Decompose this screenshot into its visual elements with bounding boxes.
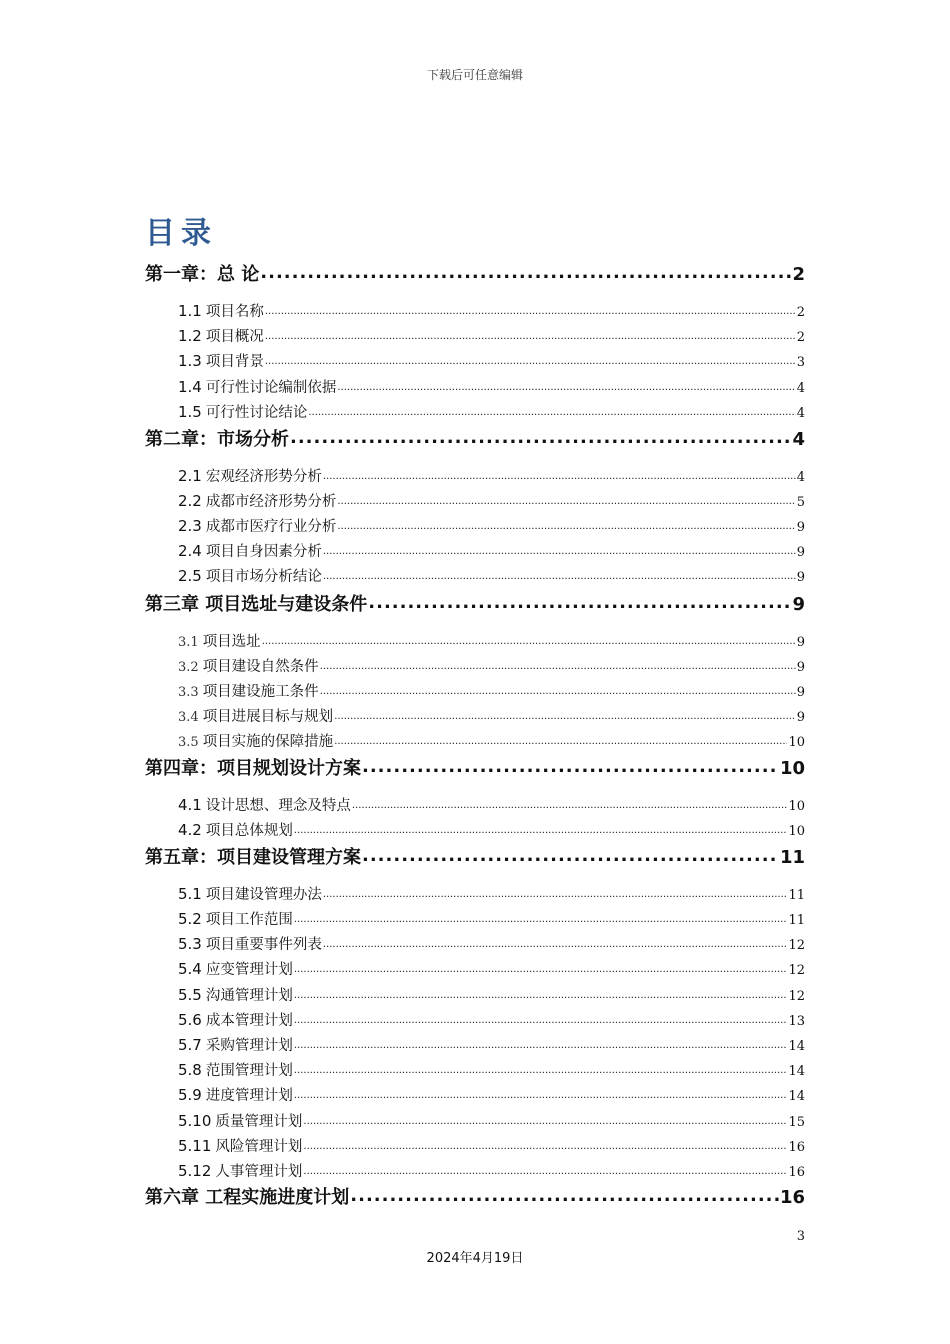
chapter-page: 10 — [779, 758, 805, 779]
toc-chapter-4[interactable] — [145, 754, 805, 780]
section-title: 项目实施的保障措施 — [202, 734, 334, 750]
dot-leader — [290, 427, 791, 448]
toc-section-3-4[interactable] — [178, 705, 805, 726]
section-title: 应变管理计划 — [205, 962, 293, 978]
toc-section-5-7[interactable] — [178, 1034, 805, 1055]
section-title: 沟通管理计划 — [205, 988, 293, 1004]
chapter-title: 第二章：市场分析 — [145, 429, 289, 450]
section-page: 16 — [788, 1140, 805, 1155]
section-number: 1.4 — [178, 378, 202, 396]
toc-section-4-2[interactable] — [178, 819, 805, 840]
section-number: 2.2 — [178, 492, 202, 510]
section-number: 5.8 — [178, 1061, 202, 1079]
section-number: 5.12 — [178, 1162, 212, 1180]
section-page: 11 — [788, 888, 805, 903]
dot-leader — [265, 356, 796, 367]
section-page: 10 — [788, 824, 805, 839]
section-title: 项目建设管理办法 — [205, 887, 322, 903]
dot-leader — [323, 546, 796, 557]
chapter-page: 11 — [779, 847, 805, 868]
dot-leader — [323, 471, 796, 482]
toc-section-5-9[interactable] — [178, 1084, 805, 1105]
section-page: 12 — [788, 989, 805, 1004]
chapter-page: 4 — [792, 429, 805, 450]
section-page: 13 — [788, 1014, 805, 1029]
section-number: 2.1 — [178, 467, 202, 485]
toc-section-3-1[interactable] — [178, 630, 805, 651]
section-page: 9 — [796, 570, 805, 585]
dot-leader — [323, 939, 788, 950]
section-number: 3.1 — [178, 635, 199, 650]
toc-section-5-5[interactable] — [178, 984, 805, 1005]
section-number: 5.7 — [178, 1036, 202, 1054]
toc-section-2-4[interactable] — [178, 540, 805, 561]
toc-section-5-12[interactable] — [178, 1160, 805, 1181]
dot-leader — [303, 1166, 787, 1177]
toc-chapter-3[interactable] — [145, 590, 805, 616]
toc-section-2-2[interactable] — [178, 490, 805, 511]
toc-section-2-3[interactable] — [178, 515, 805, 536]
toc-section-5-2[interactable] — [178, 908, 805, 929]
dot-leader — [362, 756, 779, 777]
toc-chapter-2[interactable] — [145, 425, 805, 451]
section-number: 2.5 — [178, 567, 202, 585]
dot-leader — [260, 262, 791, 283]
section-number: 4.1 — [178, 796, 202, 814]
section-title: 项目建设自然条件 — [202, 659, 319, 675]
section-number: 5.2 — [178, 910, 202, 928]
toc-section-5-3[interactable] — [178, 933, 805, 954]
section-title: 采购管理计划 — [205, 1038, 293, 1054]
toc-chapter-6[interactable] — [145, 1183, 805, 1209]
section-page: 12 — [788, 938, 805, 953]
dot-leader — [294, 1040, 788, 1051]
section-page: 14 — [788, 1064, 805, 1079]
section-number: 5.1 — [178, 885, 202, 903]
dot-leader — [294, 914, 788, 925]
section-number: 3.2 — [178, 660, 199, 675]
section-title: 项目工作范围 — [205, 912, 293, 928]
page-header: 下载后可任意编辑 — [426, 68, 523, 82]
dot-leader — [262, 636, 796, 647]
toc-section-3-5[interactable] — [178, 730, 805, 751]
footer-date: 2024年4月19日 — [426, 1251, 524, 1266]
chapter-page: 16 — [779, 1187, 805, 1208]
section-title: 范围管理计划 — [205, 1063, 293, 1079]
dot-leader — [320, 686, 796, 697]
section-title: 项目背景 — [205, 354, 264, 370]
section-page: 10 — [788, 799, 805, 814]
section-number: 4.2 — [178, 821, 202, 839]
dot-leader — [323, 571, 796, 582]
section-page: 12 — [788, 963, 805, 978]
page-number: 3 — [796, 1229, 805, 1244]
toc-section-5-6[interactable] — [178, 1009, 805, 1030]
dot-leader — [294, 990, 788, 1001]
toc-section-5-10[interactable] — [178, 1110, 805, 1131]
section-page: 15 — [788, 1115, 805, 1130]
section-page: 4 — [796, 406, 805, 421]
section-page: 2 — [796, 330, 805, 345]
section-page: 4 — [796, 470, 805, 485]
section-number: 1.1 — [178, 302, 202, 320]
chapter-page: 2 — [792, 264, 805, 285]
toc-section-4-1[interactable] — [178, 794, 805, 815]
toc-section-5-4[interactable] — [178, 958, 805, 979]
section-page: 5 — [796, 495, 805, 510]
section-title: 可行性讨论结论 — [205, 405, 308, 421]
toc-section-5-8[interactable] — [178, 1059, 805, 1080]
dot-leader — [334, 736, 787, 747]
section-title: 项目进展目标与规划 — [202, 709, 334, 725]
section-number: 1.5 — [178, 403, 202, 421]
toc-section-1-1[interactable] — [178, 300, 805, 321]
section-page: 3 — [796, 355, 805, 370]
dot-leader — [294, 825, 788, 836]
section-page: 9 — [796, 545, 805, 560]
section-page: 9 — [796, 660, 805, 675]
dot-leader — [294, 1015, 788, 1026]
section-title: 成都市医疗行业分析 — [205, 519, 337, 535]
chapter-title: 第三章 项目选址与建设条件 — [145, 594, 368, 615]
chapter-title: 第一章：总 论 — [145, 264, 260, 285]
section-title: 进度管理计划 — [205, 1088, 293, 1104]
dot-leader — [362, 845, 779, 866]
section-title: 质量管理计划 — [215, 1114, 303, 1130]
section-number: 3.4 — [178, 710, 199, 725]
section-title: 项目建设施工条件 — [202, 684, 319, 700]
section-number: 5.10 — [178, 1112, 212, 1130]
toc-section-5-1[interactable] — [178, 883, 805, 904]
section-number: 1.3 — [178, 352, 202, 370]
dot-leader — [294, 964, 788, 975]
section-page: 4 — [796, 381, 805, 396]
dot-leader — [337, 521, 795, 532]
section-title: 成本管理计划 — [205, 1013, 293, 1029]
toc-section-1-3[interactable] — [178, 350, 805, 371]
section-number: 5.6 — [178, 1011, 202, 1029]
chapter-page: 9 — [792, 594, 805, 615]
section-title: 项目概况 — [205, 329, 264, 345]
dot-leader — [303, 1141, 787, 1152]
section-title: 设计思想、理念及特点 — [205, 798, 351, 814]
section-number: 5.5 — [178, 986, 202, 1004]
section-page: 10 — [788, 735, 805, 750]
dot-leader — [350, 1185, 779, 1206]
section-title: 宏观经济形势分析 — [205, 469, 322, 485]
toc-chapter-5[interactable] — [145, 843, 805, 869]
toc-section-3-2[interactable] — [178, 655, 805, 676]
section-title: 可行性讨论编制依据 — [205, 380, 337, 396]
dot-leader — [368, 592, 791, 613]
section-title: 项目选址 — [202, 634, 261, 650]
dot-leader — [323, 889, 788, 900]
chapter-title: 第五章：项目建设管理方案 — [145, 847, 361, 868]
toc-section-5-11[interactable] — [178, 1135, 805, 1156]
section-title: 项目总体规划 — [205, 823, 293, 839]
toc-section-3-3[interactable] — [178, 680, 805, 701]
section-page: 2 — [796, 305, 805, 320]
section-number: 5.4 — [178, 960, 202, 978]
dot-leader — [334, 711, 796, 722]
section-page: 14 — [788, 1039, 805, 1054]
dot-leader — [337, 496, 795, 507]
section-title: 项目重要事件列表 — [205, 937, 322, 953]
section-page: 11 — [788, 913, 805, 928]
toc-section-1-2[interactable] — [178, 325, 805, 346]
section-title: 项目市场分析结论 — [205, 569, 322, 585]
section-number: 5.3 — [178, 935, 202, 953]
chapter-title: 第六章 工程实施进度计划 — [145, 1187, 350, 1208]
section-number: 5.11 — [178, 1137, 212, 1155]
section-title: 风险管理计划 — [215, 1139, 303, 1155]
dot-leader — [265, 331, 796, 342]
section-number: 1.2 — [178, 327, 202, 345]
dot-leader — [265, 306, 796, 317]
toc-section-1-4[interactable] — [178, 376, 805, 397]
section-page: 9 — [796, 710, 805, 725]
section-title: 项目名称 — [205, 304, 264, 320]
dot-leader — [337, 382, 795, 393]
dot-leader — [320, 661, 796, 672]
section-page: 14 — [788, 1089, 805, 1104]
section-page: 9 — [796, 520, 805, 535]
toc-title: 目录 — [145, 216, 217, 251]
toc-chapter-1[interactable] — [145, 260, 805, 286]
toc-section-1-5[interactable] — [178, 401, 805, 422]
section-title: 成都市经济形势分析 — [205, 494, 337, 510]
dot-leader — [352, 800, 788, 811]
section-page: 16 — [788, 1165, 805, 1180]
dot-leader — [308, 407, 795, 418]
toc-section-2-5[interactable] — [178, 565, 805, 586]
dot-leader — [303, 1116, 787, 1127]
section-number: 5.9 — [178, 1086, 202, 1104]
chapter-title: 第四章：项目规划设计方案 — [145, 758, 361, 779]
dot-leader — [294, 1090, 788, 1101]
section-number: 2.4 — [178, 542, 202, 560]
dot-leader — [294, 1065, 788, 1076]
section-page: 9 — [796, 635, 805, 650]
section-page: 9 — [796, 685, 805, 700]
section-number: 3.5 — [178, 735, 199, 750]
toc-section-2-1[interactable] — [178, 465, 805, 486]
section-title: 项目自身因素分析 — [205, 544, 322, 560]
section-title: 人事管理计划 — [215, 1164, 303, 1180]
section-number: 3.3 — [178, 685, 199, 700]
section-number: 2.3 — [178, 517, 202, 535]
